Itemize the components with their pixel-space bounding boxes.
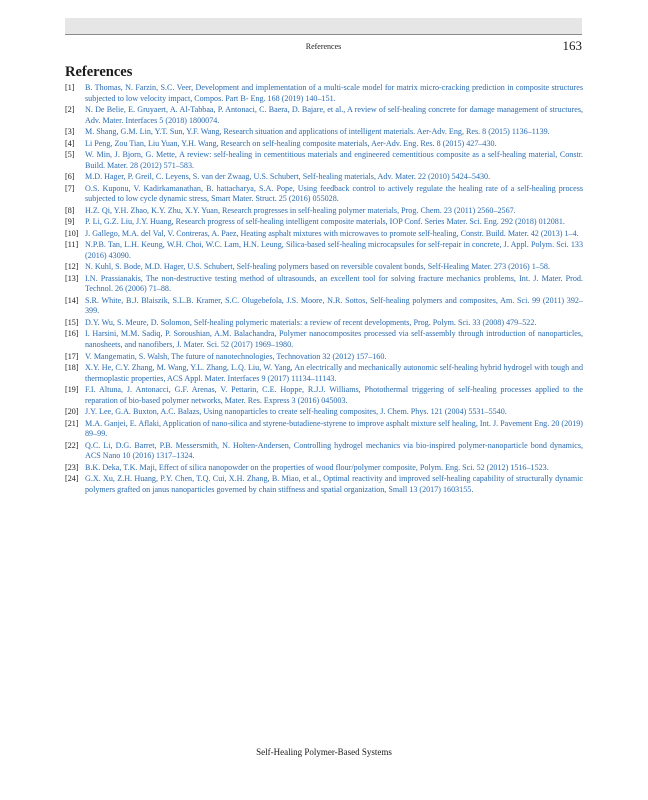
reference-item xyxy=(65,105,583,126)
reference-link[interactable]: W. Min, J. Bjorn, G. Mette, A review: self-healing in cementitious materials and engineered cementitious composite as a self-healing material, Constr. Build. Mater. 28 (2012) 571–583. xyxy=(85,150,583,170)
reference-item xyxy=(65,329,583,350)
reference-item xyxy=(65,318,583,329)
reference-link[interactable]: Li Peng, Zou Tian, Liu Yuan, Y.H. Wang, Research on self-healing composite materials, Aer-Adv. Eng. Res. 8 (2015) 427–430. xyxy=(85,138,497,148)
reference-number: [13] xyxy=(65,273,79,283)
reference-number: [5] xyxy=(65,150,75,160)
reference-number: [15] xyxy=(65,317,79,327)
reference-item xyxy=(65,296,583,317)
reference-link[interactable]: M.D. Hager, P. Greil, C. Leyens, S. van der Zwaag, U.S. Schubert, Self-healing materials, Adv. Mater. 22 (2010) 5424–5430. xyxy=(85,172,491,182)
reference-item xyxy=(65,352,583,363)
section-title: References xyxy=(65,64,133,80)
reference-item xyxy=(65,463,583,474)
reference-link[interactable]: N.P.B. Tan, L.H. Keung, W.H. Choi, W.C. Lam, H.N. Leung, Silica-based self-healing microcapsules for self-repair in concrete, J. Appl. Polym. Sci. 133 (2016) 43090. xyxy=(85,240,583,260)
reference-item xyxy=(65,172,583,183)
reference-number: [11] xyxy=(65,240,79,250)
reference-number: [20] xyxy=(65,407,79,417)
reference-number: [22] xyxy=(65,440,79,450)
reference-list xyxy=(65,83,583,496)
running-title: References xyxy=(305,42,342,51)
reference-item xyxy=(65,385,583,406)
reference-link[interactable]: N. Kuhl, S. Bode, M.D. Hager, U.S. Schubert, Self-healing polymers based on reversible covalent bonds, Self-Healing Mater. 273 (2016) 1–58. xyxy=(85,262,550,272)
header-bar xyxy=(65,18,582,34)
reference-link[interactable]: N. De Belie, E. Gruyaert, A. Al-Tabbaa, P. Antonaci, C. Baera, D. Bajare, et al., A review of self-healing concrete for damage management of structures, Adv. Mater. Interfaces 5 (2018) 1800074. xyxy=(85,105,583,125)
reference-item xyxy=(65,262,583,273)
reference-link[interactable]: G.X. Xu, Z.H. Huang, P.Y. Chen, T.Q. Cui, X.H. Zhang, B. Miao, et al., Optimal reactivity and improved self-healing capability of structurally dynamic polymers grafted on janus nanoparticles governed by chain stiffness and spatial organization, Small 13 (2017) 1603155. xyxy=(85,474,583,494)
reference-number: [17] xyxy=(65,351,79,361)
reference-item xyxy=(65,407,583,418)
reference-number: [4] xyxy=(65,138,75,148)
reference-number: [14] xyxy=(65,295,79,305)
running-head xyxy=(65,38,582,56)
reference-link[interactable]: O.S. Kuponu, V. Kadirkamanathan, B. hattacharya, S.A. Pope, Using feedback control to actively regulate the healing rate of a self-healing process subjected to low cycle dynamic stress, Smart Mater. Struct. 25 (2016) 055028. xyxy=(85,183,583,204)
reference-item xyxy=(65,229,583,240)
reference-link[interactable]: D.Y. Wu, S. Meure, D. Solomon, Self-healing polymeric materials: a review of recent developments, Prog. Polym. Sci. 33 (2008) 479–522. xyxy=(85,317,537,327)
reference-number: [9] xyxy=(65,217,75,227)
reference-number: [10] xyxy=(65,228,79,238)
reference-number: [24] xyxy=(65,474,79,484)
reference-link[interactable]: H.Z. Qi, Y.H. Zhao, K.Y. Zhu, X.Y. Yuan, Research progresses in self-healing polymer materials, Prog. Chem. 23 (2011) 2560–2567. xyxy=(85,205,516,215)
reference-number: [18] xyxy=(65,362,79,372)
reference-link[interactable]: S.R. White, B.J. Blaiszik, S.L.B. Kramer, S.C. Olugebefola, J.S. Moore, N.R. Sottos, Self-healing polymers and composites, Am. Sci. 99 (2011) 392–399. xyxy=(85,295,583,316)
reference-item xyxy=(65,206,583,217)
reference-link[interactable]: B. Thomas, N. Farzin, S.C. Veer, Development and implementation of a multi-scale model for matrix micro-cracking prediction in composite structures subjected to low velocity impact, Compos. Part B- Eng. 168 (2019) 140–151. xyxy=(85,83,583,103)
reference-number: [12] xyxy=(65,262,79,272)
reference-number: [6] xyxy=(65,172,75,182)
reference-link[interactable]: F.I. Altuna, J. Antonacci, G.F. Arenas, V. Pettarin, C.E. Hoppe, R.J.J. Williams, Photothermal triggering of self-healing processes applied to the reparation of bio-based polymer networks, Mater. Res. Express 3 (2016) 045003. xyxy=(85,385,583,405)
reference-link[interactable]: X.Y. He, C.Y. Zhang, M. Wang, Y.L. Zhang, L.Q. Liu, W. Yang, An electrically and mechanically autonomic self-healing hybrid hydrogel with tough and thermoplastic properties, ACS Appl. Mater. Interfaces 9 (2017) 11134–11143. xyxy=(85,362,583,383)
reference-link[interactable]: B.K. Deka, T.K. Maji, Effect of silica nanopowder on the properties of wood flour/polymer composite, Polym. Eng. Sci. 52 (2012) 1516–1523. xyxy=(85,462,549,472)
reference-item xyxy=(65,274,583,295)
reference-link[interactable]: M. Shang, G.M. Lin, Y.T. Sun, Y.F. Wang, Research situation and applications of intelligent materials. Aer-Adv. Eng, Res. 8 (2015) 1136–1139. xyxy=(85,127,550,137)
reference-item xyxy=(65,363,583,384)
reference-link[interactable]: J.Y. Lee, G.A. Buxton, A.C. Balazs, Using nanoparticles to create self-healing composites, J. Chem. Phys. 121 (2004) 5531–5540. xyxy=(85,407,507,417)
reference-number: [19] xyxy=(65,385,79,395)
reference-item xyxy=(65,127,583,138)
reference-link[interactable]: Q.C. Li, D.G. Barret, P.B. Messersmith, N. Holten-Andersen, Controlling hydrogel mechanics via bio-inspired polymer-nanoparticle bond dynamics, ACS Nano 10 (2016) 1317–1324. xyxy=(85,440,583,461)
reference-link[interactable]: V. Mangematin, S. Walsh, The future of nanotechnologies, Technovation 32 (2012) 157–160. xyxy=(85,351,387,361)
reference-item xyxy=(65,184,583,205)
reference-item xyxy=(65,240,583,261)
reference-link[interactable]: J. Gallego, M.A. del Val, V. Contreras, A. Paez, Heating asphalt mixtures with microwaves to promote self-healing, Constr. Build. Mater. 42 (2013) 1–4. xyxy=(85,228,579,238)
reference-item xyxy=(65,83,583,104)
reference-item xyxy=(65,474,583,495)
reference-item xyxy=(65,441,583,462)
reference-number: [23] xyxy=(65,462,79,472)
page-number: 163 xyxy=(562,38,582,53)
reference-item xyxy=(65,419,583,440)
reference-number: [21] xyxy=(65,418,79,428)
reference-link[interactable]: M.A. Ganjei, E. Aflaki, Application of nano-silica and styrene-butadiene-styrene to improve asphalt mixture self healing, Int. J. Pavement Eng. 20 (2019) 89–99. xyxy=(85,418,583,439)
reference-item xyxy=(65,217,583,228)
reference-number: [8] xyxy=(65,205,75,215)
reference-link[interactable]: I. Harsini, M.M. Sadiq, P. Soroushian, A.M. Balachandra, Polymer nanocomposites processed via self-assembly through introduction of nanoparticles, nanosheets, and nanofibers, J. Mater. Sci. 52 (2017) 1969–1980. xyxy=(85,329,583,350)
footer-book-title: Self-Healing Polymer-Based Systems xyxy=(256,747,392,757)
reference-number: [7] xyxy=(65,183,75,193)
reference-number: [16] xyxy=(65,329,79,339)
header-rule xyxy=(65,34,582,35)
reference-item xyxy=(65,139,583,150)
reference-item xyxy=(65,150,583,171)
reference-link[interactable]: I.N. Prassianakis, The non-destructive testing method of ultrasounds, an excellent tool for solving fracture mechanics problems, Int. J. Mater. Prod. Technol. 26 (2006) 71–88. xyxy=(85,273,583,294)
reference-number: [1] xyxy=(65,83,75,92)
reference-link[interactable]: P. Li, G.Z. Liu, J.Y. Huang, Research progress of self-healing intelligent composite materials, IOP Conf. Series Mater. Sci. Eng. 292 (2018) 012081. xyxy=(85,217,565,227)
reference-number: [3] xyxy=(65,127,75,137)
reference-number: [2] xyxy=(65,105,75,115)
